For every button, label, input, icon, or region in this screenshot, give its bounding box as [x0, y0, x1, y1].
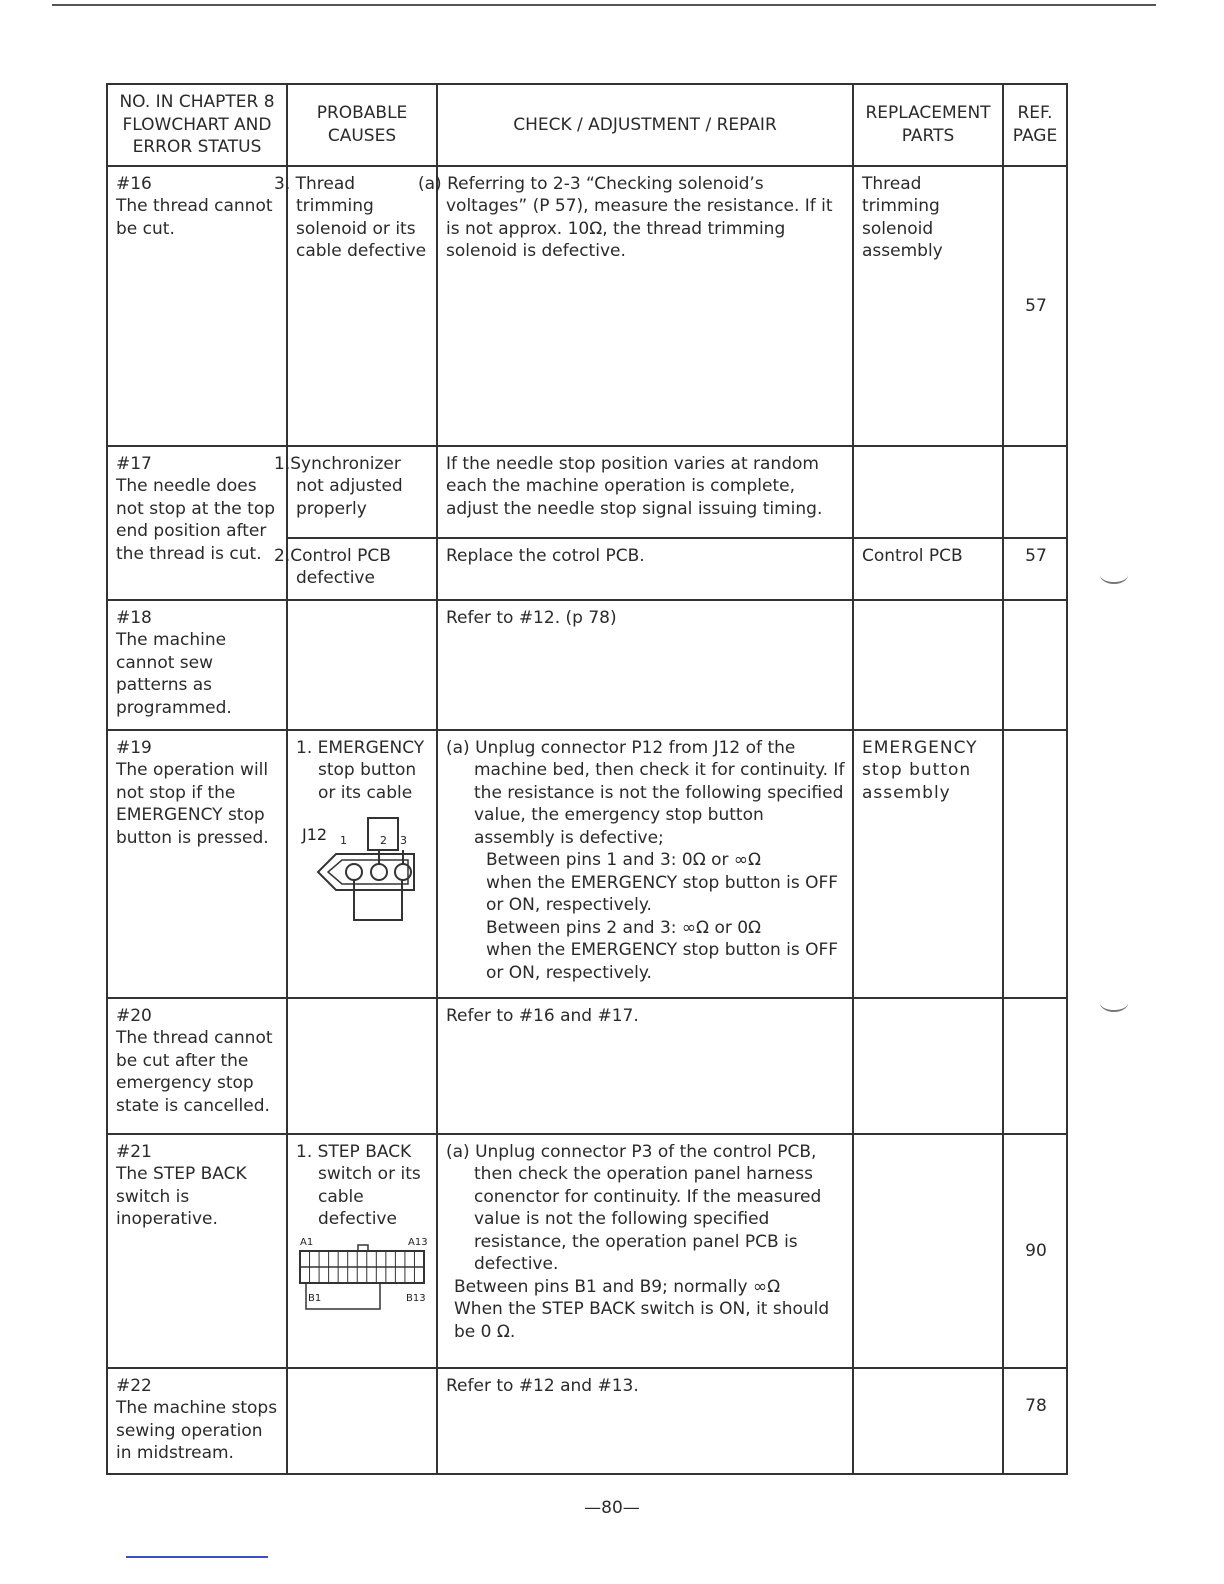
pin-label-a1: A1 [300, 1236, 314, 1248]
pin-2 [371, 864, 387, 880]
row-number: #18 [116, 607, 152, 628]
cause-cell [287, 730, 437, 998]
check-detail: when the EMERGENCY stop button is OFF or ON, respectively. [486, 940, 839, 983]
ref-page: 57 [1003, 166, 1067, 446]
status-text: The operation will not stop if the EMERGENCY stop button is pressed. [116, 760, 269, 848]
part-text [853, 998, 1003, 1134]
row-number: #20 [116, 1005, 152, 1026]
status-text: The needle does not stop at the top end position after the thread is cut. [116, 476, 276, 564]
table-row [107, 1368, 1067, 1474]
switch-wire-loop [354, 880, 402, 920]
check-text: (a) Unplug connector P3 of the control PCB, then check the operation panel harness conenctor for continuity. If the measured value is not the following specified resistance, the operation panel PCB is defective. [446, 1141, 822, 1274]
ref-page: 90 [1003, 1134, 1067, 1368]
check-cell [437, 1134, 853, 1368]
row-number: #17 [116, 453, 152, 474]
pin-1 [346, 864, 362, 880]
row-status [107, 1368, 287, 1474]
check-text: (a) Referring to 2-3 “Checking solenoid’s voltages” (P 57), measure the resistance. If it is not approx. 10Ω, the thread trimming solenoid is defective. [437, 166, 853, 446]
check-detail: Between pins 1 and 3: 0Ω or ∞Ω [486, 850, 762, 870]
row-number: #22 [116, 1375, 152, 1396]
cause-text: 3. Thread trimming solenoid or its cable defective [287, 166, 437, 446]
row-status [107, 998, 287, 1134]
header-no: NO. IN CHAPTER 8 FLOWCHART AND ERROR STATUS [107, 84, 287, 166]
row-number: #16 [116, 173, 152, 194]
cause-text [287, 1368, 437, 1474]
pin-label-b1: B1 [308, 1292, 322, 1304]
pin-label-a13: A13 [408, 1236, 428, 1248]
cause-text: 1.Synchronizer not adjusted properly [287, 446, 437, 538]
status-text: The STEP BACK switch is inoperative. [116, 1164, 247, 1229]
top-rule [52, 4, 1156, 6]
header-causes: PROBABLE CAUSES [287, 84, 437, 166]
pin-label-1: 1 [340, 834, 347, 847]
part-text [853, 600, 1003, 730]
check-detail: When the STEP BACK switch is ON, it should be 0 Ω. [454, 1299, 830, 1342]
row-status [107, 1134, 287, 1368]
part-text: Thread trimming solenoid assembly [853, 166, 1003, 446]
ref-page: 57 [1003, 538, 1067, 600]
underline-mark [126, 1556, 268, 1558]
binder-hole-mark [1100, 566, 1128, 584]
check-text: Replace the cotrol PCB. [437, 538, 853, 600]
ref-page: 78 [1003, 1368, 1067, 1474]
table-row [107, 166, 1067, 446]
part-text [853, 1134, 1003, 1368]
page-number: —80— [584, 1498, 640, 1518]
j12-connector-diagram [296, 804, 430, 928]
row-status [107, 446, 287, 600]
cause-text: 1. EMERGENCY stop button or its cable [296, 737, 425, 803]
check-cell [437, 730, 853, 998]
binder-hole-mark [1100, 994, 1128, 1012]
ref-page [1003, 600, 1067, 730]
part-text [853, 446, 1003, 538]
table-row [107, 1134, 1067, 1368]
cause-text: 2.Control PCB defective [287, 538, 437, 600]
cause-text [287, 600, 437, 730]
part-text: Control PCB [853, 538, 1003, 600]
table-row [107, 730, 1067, 998]
check-text: (a) Unplug connector P12 from J12 of the machine bed, then check it for continuity. If the resistance is not the following specified value, the emergency stop button assembly is defective; [446, 737, 845, 848]
diagram-label: J12 [302, 825, 328, 844]
pin-label-3: 3 [400, 834, 407, 847]
check-text: Refer to #12 and #13. [437, 1368, 853, 1474]
row-number: #21 [116, 1141, 152, 1162]
check-detail: Between pins 2 and 3: ∞Ω or 0Ω [486, 917, 762, 938]
cause-text: 1. STEP BACK switch or its cable defective [296, 1141, 421, 1229]
table-row [107, 600, 1067, 730]
cause-text [287, 998, 437, 1134]
status-text: The thread cannot be cut after the emergency stop state is cancelled. [116, 1028, 273, 1116]
table-row [107, 998, 1067, 1134]
status-text: The thread cannot be cut. [116, 196, 273, 239]
header-ref: REF. PAGE [1003, 84, 1067, 166]
row-status [107, 730, 287, 998]
header-parts: REPLACEMENT PARTS [853, 84, 1003, 166]
pin-label-b13: B13 [406, 1292, 426, 1304]
cause-cell [287, 1134, 437, 1368]
check-detail: when the EMERGENCY stop button is OFF or ON, respectively. [486, 872, 839, 915]
part-text [853, 1368, 1003, 1474]
check-text: Refer to #12. (p 78) [437, 600, 853, 730]
row-number: #19 [116, 737, 152, 758]
troubleshooting-table [106, 83, 1068, 1475]
table-row [107, 446, 1067, 538]
status-text: The machine stops sewing operation in midstream. [116, 1398, 278, 1463]
check-detail: Between pins B1 and B9; normally ∞Ω [454, 1276, 781, 1297]
header-check: CHECK / ADJUSTMENT / REPAIR [437, 84, 853, 166]
ref-page [1003, 446, 1067, 538]
row-status [107, 600, 287, 730]
ref-page [1003, 998, 1067, 1134]
p3-connector-diagram [296, 1231, 432, 1331]
table-header-row [107, 84, 1067, 166]
row-status [107, 166, 287, 446]
pin-label-2: 2 [380, 834, 387, 847]
ref-page [1003, 730, 1067, 998]
check-text: If the needle stop position varies at random each the machine operation is complete, adjust the needle stop signal issuing timing. [437, 446, 853, 538]
status-text: The machine cannot sew patterns as programmed. [116, 630, 232, 718]
check-text: Refer to #16 and #17. [437, 998, 853, 1134]
part-text: EMERGENCY stop button assembly [853, 730, 1003, 998]
